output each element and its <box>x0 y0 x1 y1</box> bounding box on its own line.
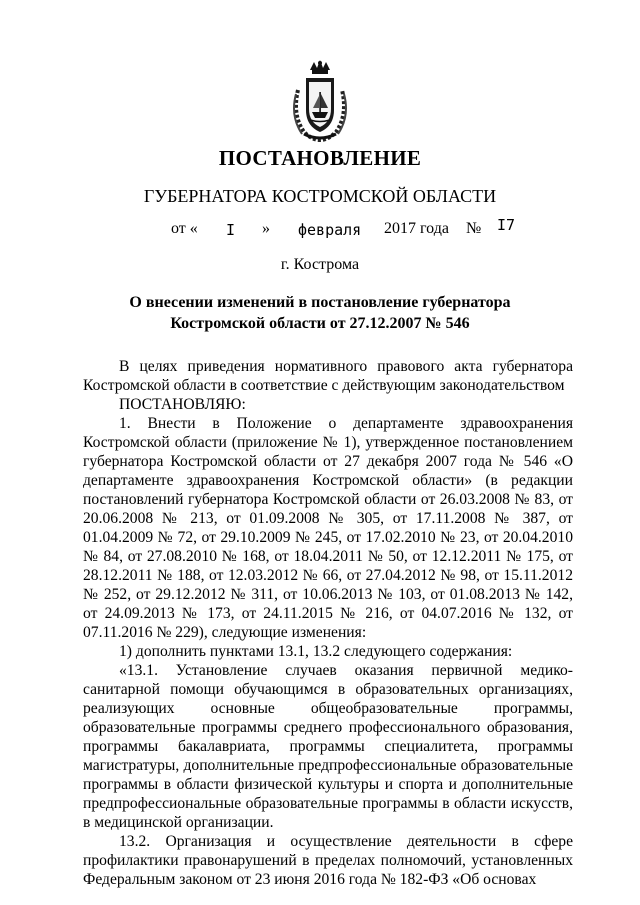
date-prefix: от « <box>171 220 198 237</box>
document-body <box>83 357 573 889</box>
document-heading <box>0 292 640 334</box>
date-line <box>0 216 640 244</box>
city: г. Кострома <box>280 256 360 273</box>
date-month: февраля <box>298 221 362 239</box>
item-1-paragraph: 1. Внести в Положение о департаменте здравоохранения Костромской области (приложение № 1), утвержденное постановлением губернатора Костромской области от 27 декабря 2007 года № 546 «О департаменте здравоохранения Костромской области» (в редакции постановлений губернатора Костромской области от 26.03.2008 № 83, от 20.06.2008 № 213, от 01.09.2008 № 305, от 17.11.2008 № 387, от 01.04.2009 № 72, от 29.10.2009 № 245, от 17.02.2010 № 23, от 20.04.2010 № 84, от 27.08.2010 № 168, от 18.04.2011 № 50, от 12.12.2011 № 175, от 28.12.2011 № 188, от 12.03.2012 № 66, от 27.04.2012 № 98, от 15.11.2012 № 252, от 29.12.2012 № 311, от 10.06.2013 № 103, от 01.08.2013 № 142, от 24.09.2013 № 173, от 24.11.2015 № 216, от 04.07.2016 № 132, от 07.11.2016 № 229), следующие изменения: <box>83 415 573 641</box>
coat-of-arms-icon <box>290 60 350 142</box>
decree-word: ПОСТАНОВЛЯЮ: <box>119 396 246 413</box>
number-sign: № <box>466 220 482 237</box>
subitem-1-paragraph: 1) дополнить пунктами 13.1, 13.2 следующего содержания: <box>119 643 513 660</box>
clause-13-1-paragraph: «13.1. Установление случаев оказания первичной медико-санитарной помощи обучающимся в образовательных организациях, реализующих основные общеобразовательные программы, образовательные программы среднего профессионального образования, программы бакалавриата, программы специалитета, программы магистратуры, дополнительные предпрофессиональные образовательные программы в области физической культуры и спорта и дополнительные предпрофессиональные образовательные программы в области искусств, в медицинской организации. <box>83 662 573 831</box>
document-title: ПОСТАНОВЛЕНИЕ <box>218 146 422 170</box>
date-year: 2017 года <box>384 220 449 237</box>
document-issuer: ГУБЕРНАТОРА КОСТРОМСКОЙ ОБЛАСТИ <box>143 186 497 206</box>
date-close: » <box>262 220 270 237</box>
heading-line-2: Костромской области от 27.12.2007 № 546 <box>170 315 470 332</box>
document-number: I7 <box>497 216 516 234</box>
heading-line-1: О внесении изменений в постановление губернатора <box>129 294 511 311</box>
clause-13-2-paragraph: 13.2. Организация и осуществление деятельности в сфере профилактики правонарушений в пределах полномочий, установленных Федеральным законом от 23 июня 2016 года № 182-ФЗ «Об основах <box>83 833 573 888</box>
date-day: I <box>226 221 236 239</box>
intro-paragraph: В целях приведения нормативного правового акта губернатора Костромской области в соответствие с действующим законодательством <box>83 358 573 394</box>
